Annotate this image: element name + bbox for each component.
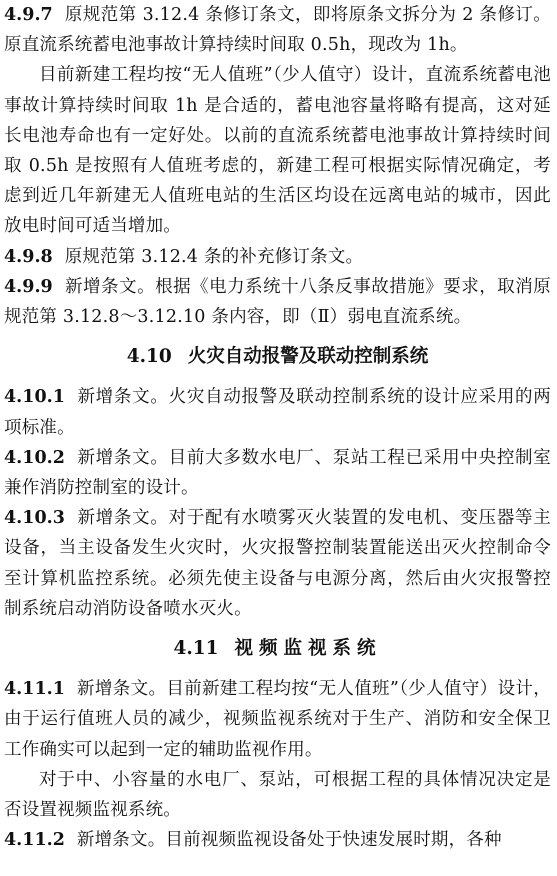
section-title: 视频监视系统 bbox=[234, 638, 382, 660]
clause-4-9-9 bbox=[4, 272, 551, 332]
section-title: 火灾自动报警及联动控制系统 bbox=[187, 346, 429, 368]
clause-number: 4.11.1 bbox=[4, 679, 65, 700]
clause-number: 4.10.1 bbox=[4, 387, 65, 408]
clause-number: 4.9.9 bbox=[4, 276, 53, 297]
section-heading-4-10 bbox=[4, 342, 551, 372]
section-number: 4.11 bbox=[173, 638, 219, 660]
clause-text: 新增条文。目前新建工程均按“无人值班”（少人值守）设计，由于运行值班人员的减少，视频监视系统对于生产、消防和安全保卫工作确实可以起到一定的辅助监视作用。 bbox=[4, 679, 551, 760]
clause-text: 对于中、小容量的水电厂、泵站，可根据工程的具体情况决定是否设置视频监视系统。 bbox=[4, 769, 551, 821]
clause-text: 新增条文。火灾自动报警及联动控制系统的设计应采用的两项标准。 bbox=[4, 387, 551, 438]
clause-number: 4.9.8 bbox=[4, 246, 53, 267]
clause-4-9-7-explanation bbox=[4, 60, 551, 241]
clause-4-11-2 bbox=[4, 825, 551, 855]
clause-number: 4.11.2 bbox=[4, 830, 65, 851]
clause-4-10-2 bbox=[4, 443, 551, 503]
clause-4-10-3 bbox=[4, 503, 551, 624]
clause-4-10-1 bbox=[4, 382, 551, 442]
clause-text: 新增条文。对于配有水喷雾灭火装置的发电机、变压器等主设备，当主设备发生火灾时，火灾报警控制装置能送出灭火控制命令至计算机监控系统。必须先使主设备与电源分离，然后由火灾报警控制系统启动消防设备喷水灭火。 bbox=[4, 508, 551, 619]
clause-text: 新增条文。根据《电力系统十八条反事故措施》要求，取消原规范第 3.12.8～3.12.10 条内容，即（Ⅱ）弱电直流系统。 bbox=[4, 276, 551, 328]
clause-number: 4.9.7 bbox=[4, 5, 53, 25]
section-heading-4-11 bbox=[4, 634, 551, 664]
clause-text: 目前新建工程均按“无人值班”（少人值守）设计，直流系统蓄电池事故计算持续时间取 1h 是合适的，蓄电池容量将略有提高，这对延长电池寿命也有一定好处。以前的直流系统蓄电池事故计算持续时间取 0.5h 是按照有人值班考虑的，新建工程可根据实际情况确定，考虑到近几年新建无人值班电站的生活区均设在远离电站的城市，因此放电时间可适当增加。 bbox=[4, 65, 551, 237]
clause-text: 原规范第 3.12.4 条修订条文，即将原条文拆分为 2 条修订。原直流系统蓄电池事故计算持续时间取 0.5h，现改为 1h。 bbox=[4, 5, 551, 56]
clause-4-11-1 bbox=[4, 674, 551, 765]
clause-4-9-7 bbox=[4, 0, 551, 60]
clause-text: 新增条文。目前视频监视设备处于快速发展时期，各种 bbox=[76, 830, 502, 851]
clause-text: 新增条文。目前大多数水电厂、泵站工程已采用中央控制室兼作消防控制室的设计。 bbox=[4, 447, 551, 499]
clause-4-9-8 bbox=[4, 242, 551, 272]
section-number: 4.10 bbox=[126, 346, 172, 368]
clause-text: 原规范第 3.12.4 条的补充修订条文。 bbox=[64, 246, 364, 267]
clause-number: 4.10.2 bbox=[4, 447, 65, 468]
clause-4-11-1-explanation bbox=[4, 765, 551, 825]
clause-number: 4.10.3 bbox=[4, 508, 65, 529]
